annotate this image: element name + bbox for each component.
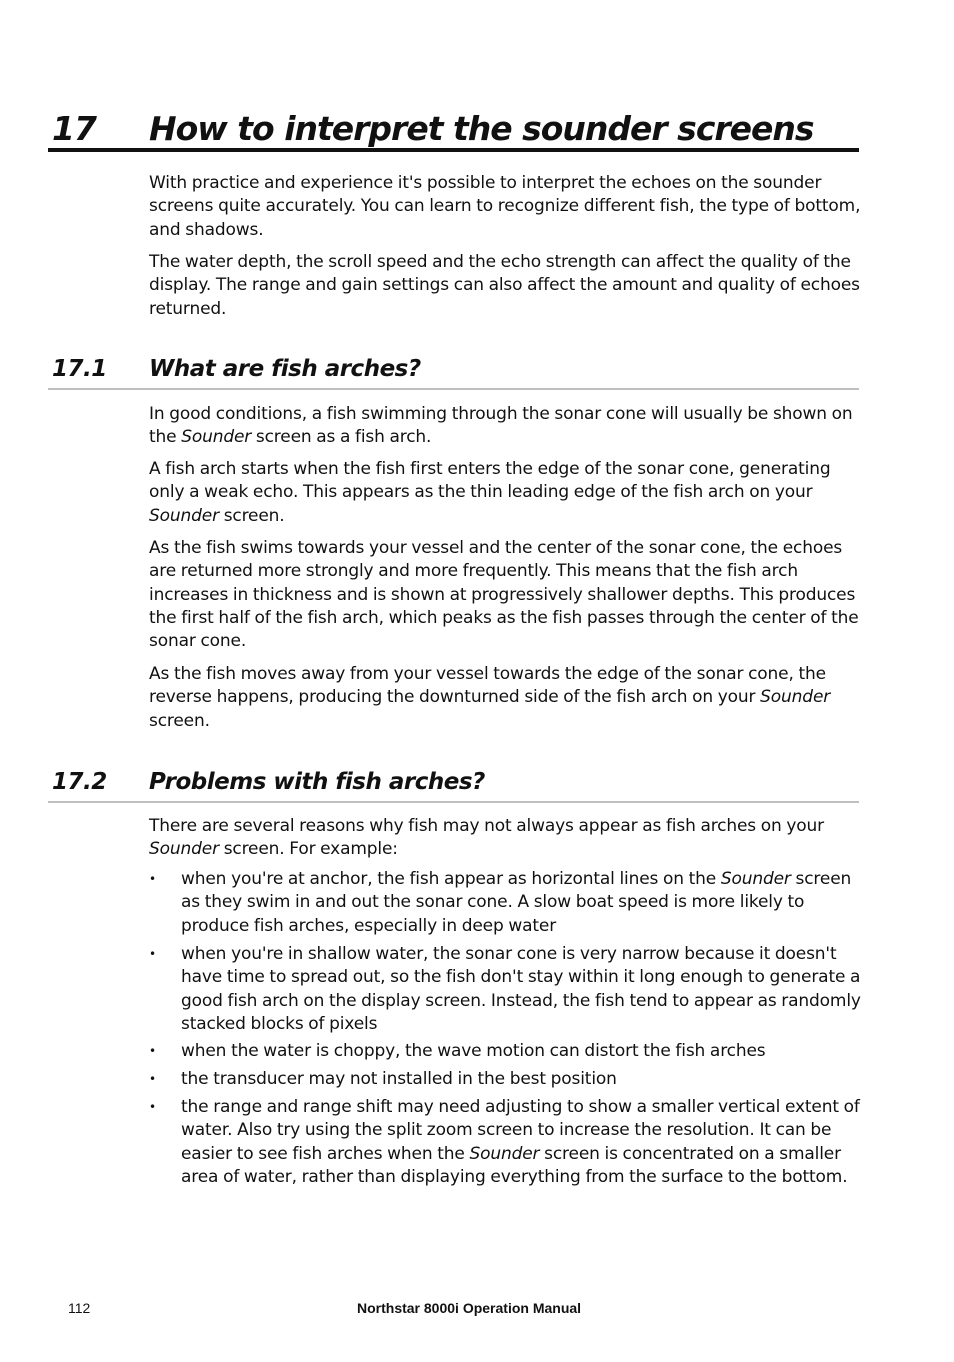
section-number: 17.2 (52, 769, 107, 795)
s1-paragraph-2: A fish arch starts when the fish first enters the edge of the sonar cone, generating only a weak echo. This appears as the thin leading edge of the fish arch on your Sounder screen. (149, 459, 831, 526)
intro-paragraph-2: The water depth, the scroll speed and the echo strength can affect the quality of the display. The range and gain settings can also affect the amount and quality of echoes returned. (149, 252, 860, 319)
s2-paragraph-1: There are several reasons why fish may not always appear as fish arches on your Sounder screen. For example: (149, 816, 825, 860)
list-item: • the transducer may not installed in the best position (149, 1068, 869, 1091)
sounder-term: Sounder (720, 869, 791, 889)
section-heading-17-2 (48, 767, 859, 803)
bullet-icon: • (149, 947, 156, 961)
sounder-term: Sounder (149, 505, 219, 526)
chapter-heading (48, 104, 859, 152)
sounder-term: Sounder (181, 427, 252, 448)
section-title: What are fish arches? (149, 356, 421, 382)
list-item: • when the water is choppy, the wave motion can distort the fish arches (149, 1040, 869, 1063)
sounder-term: Sounder (469, 1143, 540, 1164)
s1-paragraph-3: As the fish swims towards your vessel and the center of the sonar cone, the echoes are returned more strongly and more frequently. This means that the fish arch increases in thickness and is shown at progressively shallower depths. This produces the first half of the fish arch, which peaks as the fish passes through the center of the sonar cone. (149, 538, 859, 652)
list-item: • when you're in shallow water, the sonar cone is very narrow because it doesn't have time to spread out, so the fish don't stay within it long enough to generate a good fish arch on the display screen. Instead, the fish tend to appear as randomly stacked blocks of pixels (149, 944, 861, 1034)
bullet-icon: • (149, 1072, 156, 1086)
manual-title: Northstar 8000i Operation Manual (357, 1300, 582, 1316)
section-number: 17.1 (52, 356, 107, 382)
page-number: 112 (68, 1300, 91, 1316)
sounder-term: Sounder (760, 687, 831, 708)
list-item: • the range and range shift may need adjusting to show a smaller vertical extent of water. Also try using the split zoom screen to increase the resolution. It can be easier to see fish arches when the Sounder screen is concentrated on a smaller area of water, rather than displaying everything from the surface to the bottom. (149, 1097, 860, 1187)
intro-paragraph-1: With practice and experience it's possible to interpret the echoes on the sounder screens quite accurately. You can learn to recognize different fish, the type of bottom, and shadows. (149, 173, 861, 240)
chapter-number: 17 (52, 109, 96, 148)
bullet-icon: • (149, 1044, 156, 1058)
section-title: Problems with fish arches? (149, 769, 485, 795)
s1-paragraph-4: As the fish moves away from your vessel towards the edge of the sonar cone, the reverse happens, producing the downturned side of the fish arch on your Sounder screen. (149, 664, 831, 731)
section-heading-17-1 (48, 354, 859, 390)
list-item: • when you're at anchor, the fish appear as horizontal lines on the Sounder screen as they swim in and out the sonar cone. A slow boat speed is more likely to produce fish arches, especially in deep water (149, 869, 852, 936)
s1-paragraph-1: In good conditions, a fish swimming through the sonar cone will usually be shown on the Sounder screen as a fish arch. (149, 404, 853, 448)
bullet-icon: • (149, 1100, 156, 1114)
chapter-title: How to interpret the sounder screens (149, 109, 814, 148)
sounder-term: Sounder (149, 839, 219, 860)
bullet-icon: • (149, 872, 156, 886)
